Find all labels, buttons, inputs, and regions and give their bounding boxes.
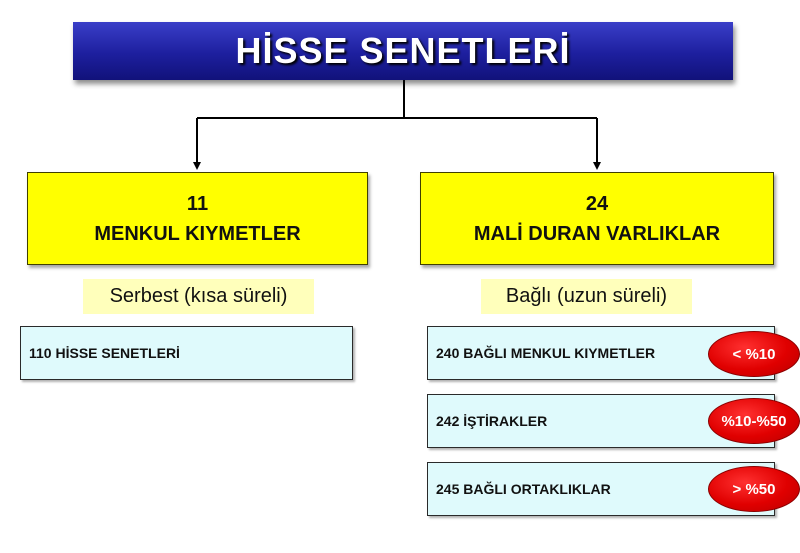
title-box xyxy=(73,22,733,80)
item-box-110 xyxy=(20,326,353,380)
group-box-mali-duran-varliklar xyxy=(420,172,774,265)
ownership-badge-240: < %10 xyxy=(708,331,800,377)
group-name-mali-duran-varliklar: MALİ DURAN VARLIKLAR xyxy=(473,222,721,245)
group-box-menkul-kiymetler xyxy=(27,172,368,265)
ownership-badge-242: %10-%50 xyxy=(708,398,800,444)
group-code-11: 11 xyxy=(186,192,209,215)
group-code-24: 24 xyxy=(585,192,609,215)
item-label-110: 110 HİSSE SENETLERİ xyxy=(29,345,180,361)
ownership-badge-245: > %50 xyxy=(708,466,800,512)
group-name-menkul-kiymetler: MENKUL KIYMETLER xyxy=(94,222,301,245)
item-label-242: 242 İŞTİRAKLER xyxy=(436,413,548,429)
item-label-245: 245 BAĞLI ORTAKLIKLAR xyxy=(436,481,611,497)
term-label-serbest: Serbest (kısa süreli) xyxy=(83,279,314,314)
term-label-bagli: Bağlı (uzun süreli) xyxy=(481,279,692,314)
page-title: HİSSE SENETLERİ xyxy=(235,30,571,71)
item-label-240: 240 BAĞLI MENKUL KIYMETLER xyxy=(436,345,656,361)
